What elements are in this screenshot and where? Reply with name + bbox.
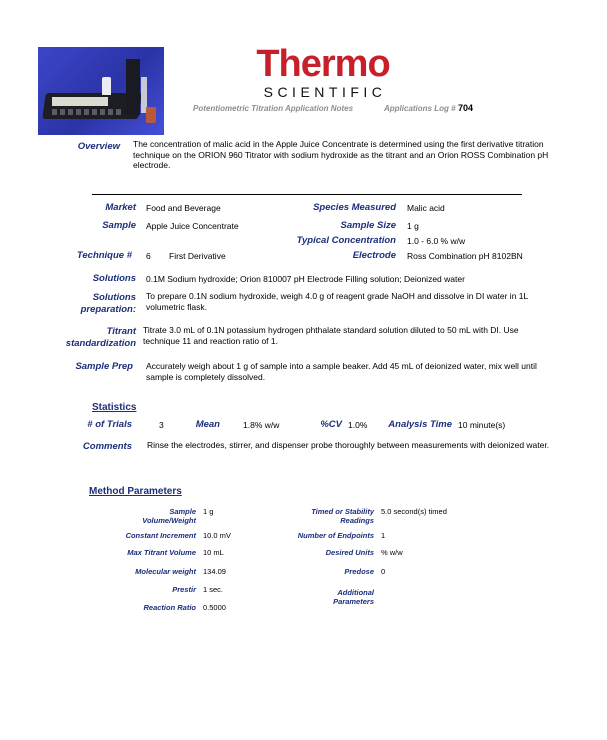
electrode-label: Electrode [352,250,396,261]
trials-value: 3 [159,420,164,430]
solprep-label-line1: Solutions [92,292,136,303]
brand-logo-scientific: SCIENTIFIC [263,84,387,100]
overview-label: Overview [77,141,120,152]
statistics-title: Statistics [92,402,137,413]
timed-value: 5.0 second(s) timed [381,507,447,516]
technique-number: 6 [146,251,151,261]
molecular-weight-label: Molecular weight [135,567,196,576]
timed-label-line1: Timed or Stability [311,507,374,516]
reaction-ratio-value: 0.5000 [203,603,226,612]
sample-value: Apple Juice Concentrate [146,221,239,231]
timed-label-line2: Readings [340,516,374,525]
technique-label: Technique # [76,250,132,261]
reagent-bottle [102,77,111,95]
mean-label: Mean [195,419,220,430]
species-value: Malic acid [407,203,445,213]
typical-conc-label: Typical Concentration [296,235,396,246]
comments-label: Comments [82,441,132,452]
cv-value: 1.0% [348,420,368,430]
document-subtitle: Potentiometric Titration Application Notes [193,104,354,113]
additional-params-label-line1: Additional [337,588,374,597]
method-title: Method Parameters [89,486,182,497]
sample-volume-label-line2: Volume/Weight [142,516,196,525]
predose-value: 0 [381,567,386,576]
max-titrant-label: Max Titrant Volume [127,548,196,557]
log-label: Applications Log # [384,104,456,113]
endpoints-label: Number of Endpoints [297,531,374,540]
sampleprep-label: Sample Prep [75,361,133,372]
overview-text: The concentration of malic acid in the Apple Juice Concentrate is determined using the first derivative titration technique on the ORION 960 Titrator with sodium hydroxide as the titrant and an Orion ROSS Combination pH electrode. [133,139,549,170]
brand-logo-thermo: Thermo [256,43,390,85]
analysis-time-label: Analysis Time [388,419,452,430]
solutions-value: 0.1M Sodium hydroxide; Orion 810007 pH Electrode Filling solution; Deionized water [146,274,465,284]
endpoints-value: 1 [381,531,386,540]
prestir-label: Prestir [172,585,196,594]
solutions-label: Solutions [92,273,136,284]
titrator-burette-tower [126,59,140,115]
section-divider [92,194,522,195]
solprep-label-line2: preparation: [80,304,136,315]
max-titrant-value: 10 mL [203,548,224,557]
log-number: 704 [458,103,474,113]
sample-volume-label-line1: Sample [169,507,196,516]
species-label: Species Measured [313,202,396,213]
electrode-value: Ross Combination pH 8102BN [407,251,523,261]
cv-label: %CV [320,419,342,430]
predose-label: Predose [344,567,374,576]
molecular-weight-value: 134.09 [203,567,226,576]
sample-size-label: Sample Size [340,220,396,231]
constant-increment-value: 10.0 mV [203,531,231,540]
titrant-value: Titrate 3.0 mL of 0.1N potassium hydrogen phthalate standard solution diluted to 50 mL with DI. Use technique 11 and reaction ratio of 1. [143,325,519,346]
technique-value: First Derivative [169,251,226,261]
market-label: Market [105,202,136,213]
titrant-label-line2: standardization [65,338,136,349]
analysis-time-value: 10 minute(s) [458,420,506,430]
comments-value: Rinse the electrodes, stirrer, and dispenser probe thoroughly between measurements with deionized water. [147,440,550,450]
titrator-photo [38,47,164,135]
typical-conc-value: 1.0 - 6.0 % w/w [407,236,466,246]
sample-volume-value: 1 g [203,507,214,516]
mean-value: 1.8% w/w [243,420,280,430]
desired-units-label: Desired Units [325,548,374,557]
prestir-value: 1 sec. [203,585,224,594]
sample-size-value: 1 g [407,221,419,231]
titrator-display [52,97,108,106]
sampleprep-value: Accurately weigh about 1 g of sample into a sample beaker. Add 45 mL of deionized water, mix well until sample is completely dissolved. [146,361,537,382]
titrator-keypad [52,109,122,115]
reaction-ratio-label: Reaction Ratio [143,603,196,612]
sample-label: Sample [102,220,136,231]
trials-label: # of Trials [87,419,132,430]
additional-params-label-line2: Parameters [333,597,374,606]
market-value: Food and Beverage [146,203,221,213]
constant-increment-label: Constant Increment [125,531,196,540]
titrant-label-line1: Titrant [106,326,136,337]
sample-beaker [146,107,156,123]
desired-units-value: % w/w [381,548,403,557]
solprep-value: To prepare 0.1N sodium hydroxide, weigh 4.0 g of reagent grade NaOH and dissolve in DI water in 1L volumetric flask. [146,291,528,312]
